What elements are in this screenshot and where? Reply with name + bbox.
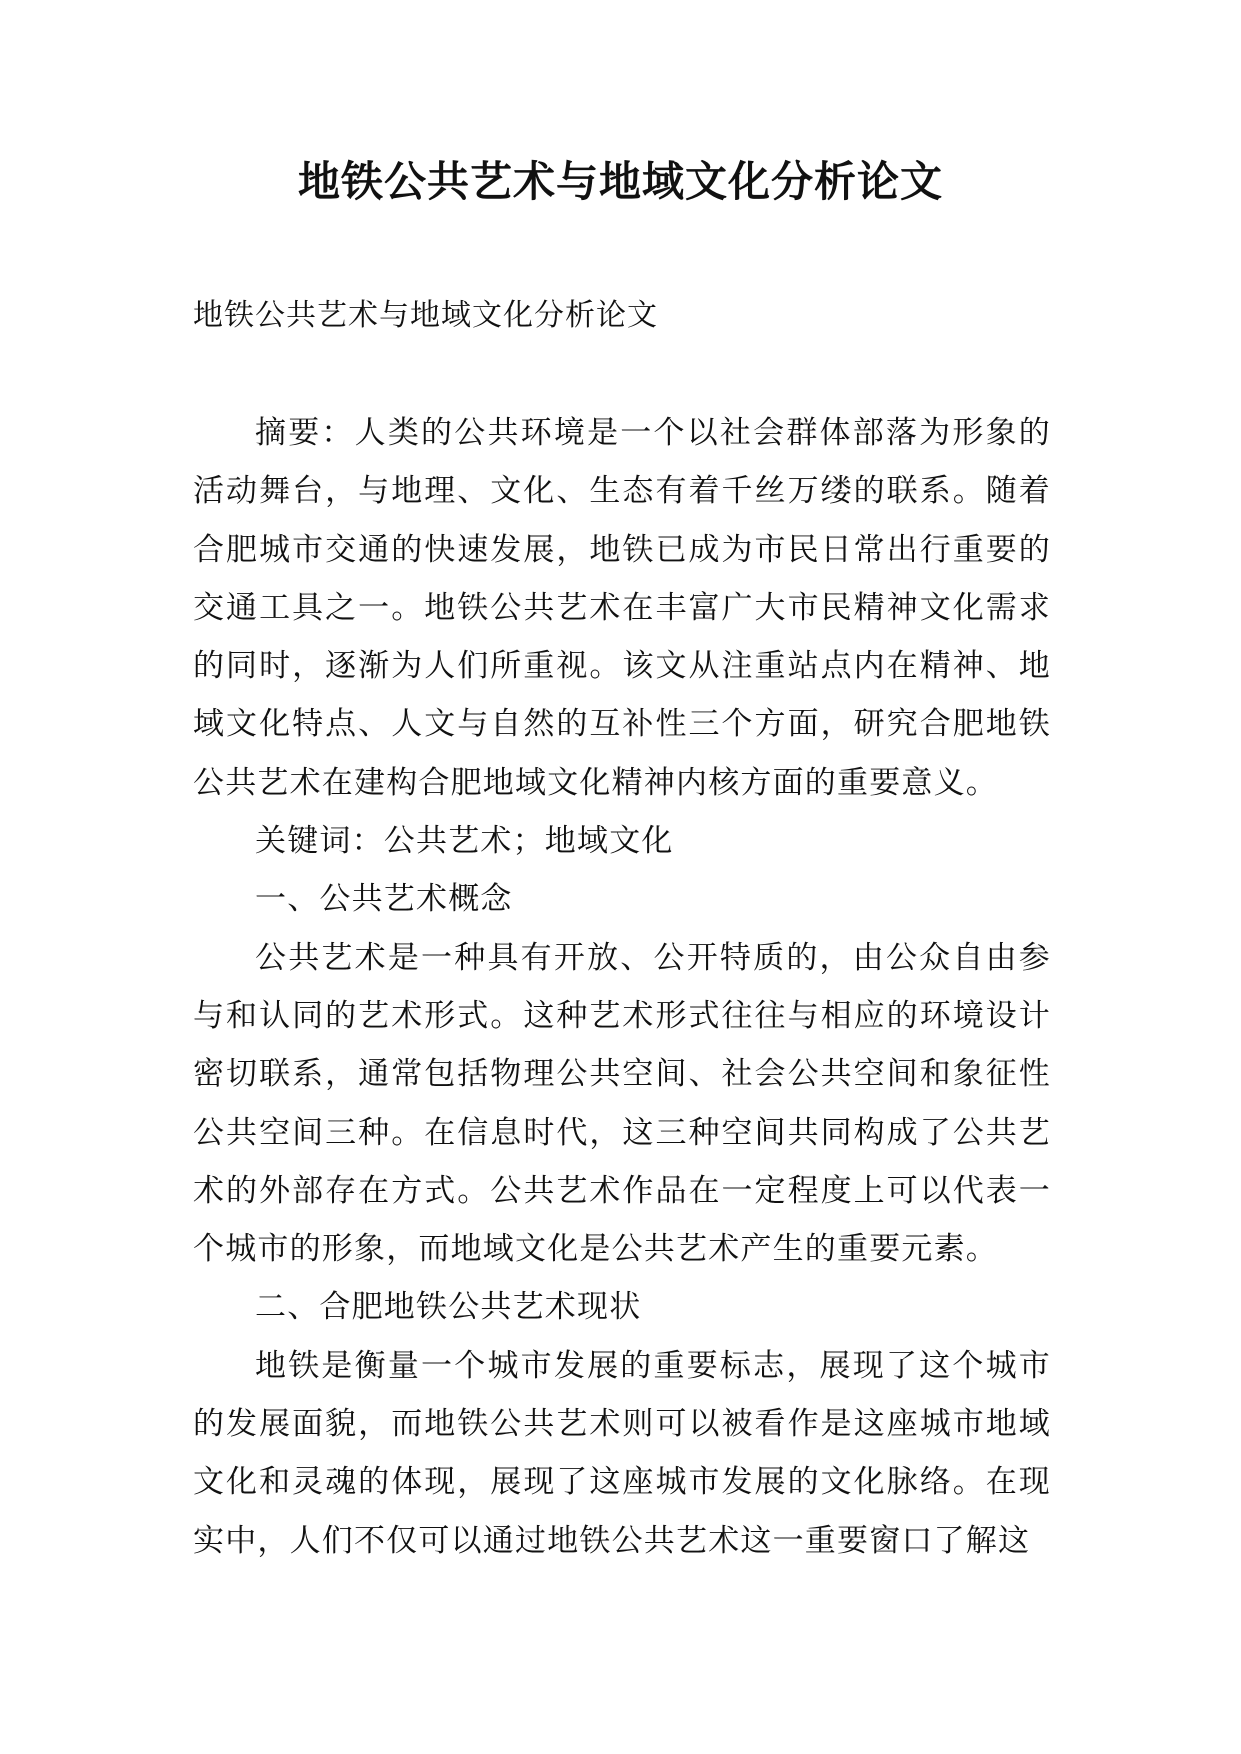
abstract-paragraph: 摘要：人类的公共环境是一个以社会群体部落为形象的活动舞台，与地理、文化、生态有着千丝万缕的联系。随着合肥城市交通的快速发展，地铁已成为市民日常出行重要的交通工具之一。地铁公共艺术在丰富广大市民精神文化需求的同时，逐渐为人们所重视。该文从注重站点内在精神、地域文化特点、人文与自然的互补性三个方面，研究合肥地铁公共艺术在建构合肥地域文化精神内核方面的重要意义。 bbox=[193, 415, 1051, 801]
keywords-paragraph: 关键词：公共艺术；地域文化 bbox=[255, 823, 674, 860]
section2-body: 地铁是衡量一个城市发展的重要标志，展现了这个城市的发展面貌，而地铁公共艺术则可以被看作是这座城市地域文化和灵魂的体现，展现了这座城市发展的文化脉络。在现实中，人们不仅可以通过地铁公共艺术这一重要窗口了解这 bbox=[193, 1347, 1051, 1559]
section2-heading: 二、合肥地铁公共艺术现状 bbox=[255, 1289, 642, 1326]
document-subtitle: 地铁公共艺术与地域文化分析论文 bbox=[193, 298, 658, 333]
document-body bbox=[193, 404, 1051, 1570]
document-title: 地铁公共艺术与地域文化分析论文 bbox=[297, 157, 943, 206]
section1-heading: 一、公共艺术概念 bbox=[255, 881, 513, 918]
section1-body: 公共艺术是一种具有开放、公开特质的，由公众自由参与和认同的艺术形式。这种艺术形式往往与相应的环境设计密切联系，通常包括物理公共空间、社会公共空间和象征性公共空间三种。在信息时代，这三种空间共同构成了公共艺术的外部存在方式。公共艺术作品在一定程度上可以代表一个城市的形象，而地域文化是公共艺术产生的重要元素。 bbox=[193, 939, 1051, 1268]
